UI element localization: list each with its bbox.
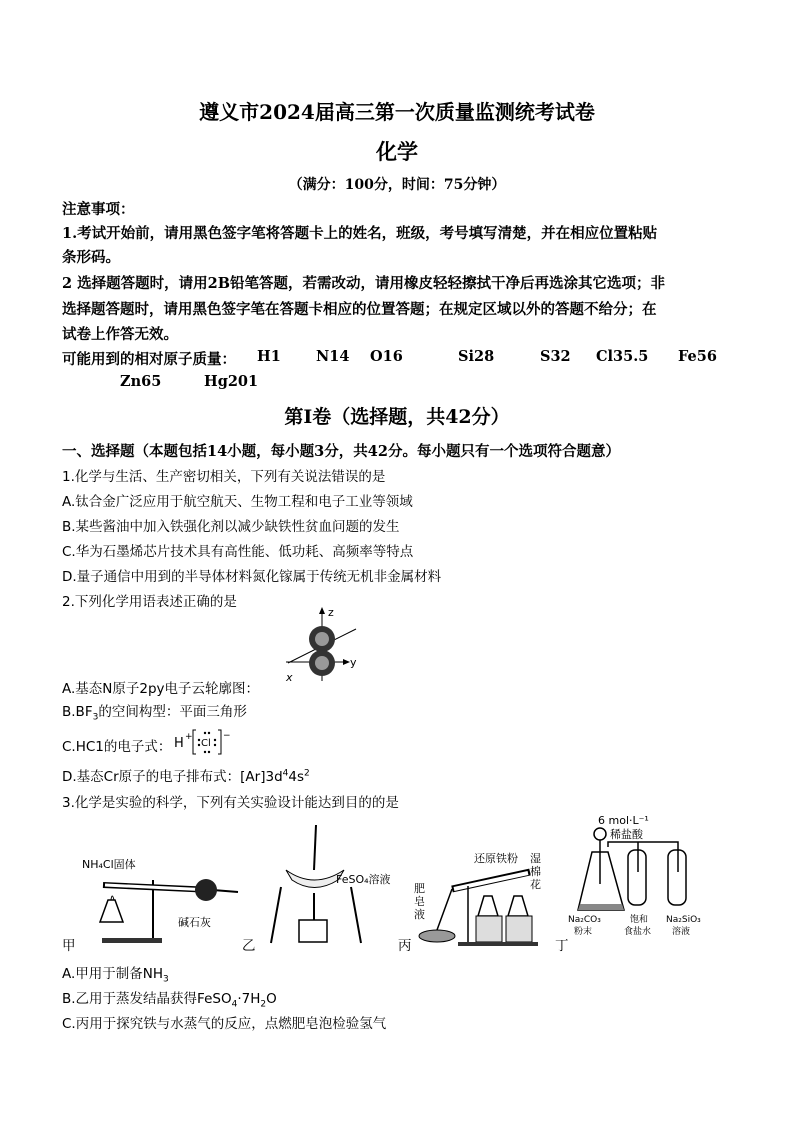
atomic-mass-item: Hg201 [204, 373, 259, 390]
electron-dot [208, 751, 210, 753]
section-instructions: 一、选择题（本题包括14小题，每小题3分，共42分。每小题只有一个选项符合题意） [62, 443, 620, 460]
conical-flask [578, 852, 624, 910]
atomic-mass-item: Si28 [458, 348, 495, 365]
ding-label-solution: 溶液 [672, 927, 691, 937]
notice-item2-line3: 试卷上作答无效。 [62, 326, 178, 343]
atomic-mass-item: Fe56 [678, 348, 717, 365]
bing-label-soap2: 皂 [414, 895, 425, 908]
q1-option-c: C.华为石墨烯芯片技术具有高性能、低功耗、高频率等特点 [62, 544, 414, 560]
q2-b-pre: B.BF [62, 704, 93, 720]
notice-heading: 注意事项： [62, 201, 135, 218]
q2-d-sup1: 4 [282, 768, 289, 779]
ding-label-na2sio3: Na₂SiO₃ [666, 915, 701, 925]
atomic-mass-label: 可能用到的相对原子质量： [62, 351, 236, 368]
atomic-mass-item: O16 [370, 348, 403, 365]
q2-option-a: A.基态N原子2py电子云轮廓图： [62, 681, 260, 697]
apparatus-ding [568, 812, 718, 947]
q2-option-d [62, 765, 310, 785]
drying-bulb [195, 879, 217, 901]
delivery-tube [437, 889, 452, 930]
q3-b-sub1: 4 [231, 999, 238, 1010]
q1-option-b: B.某些酱油中加入铁强化剂以减少缺铁性贫血问题的发生 [62, 519, 400, 535]
bracket-right [218, 730, 221, 754]
ding-label-powder: 粉末 [574, 927, 593, 937]
soap-dish [419, 930, 455, 942]
atomic-mass-item: Zn65 [120, 373, 162, 390]
lamp-2 [508, 896, 528, 916]
q2-b-sub: 3 [92, 712, 99, 723]
charge-minus: − [223, 731, 231, 741]
orbital-lobe-lower-core [315, 656, 329, 670]
bing-label-soap3: 液 [414, 908, 425, 921]
stand-base [102, 938, 162, 943]
stand-base [458, 942, 538, 946]
q3-b-sub2: 2 [260, 999, 267, 1010]
q3-b-mid: ·7H [237, 991, 261, 1007]
electron-dot [204, 751, 206, 753]
section-title: 第Ⅰ卷（选择题，共42分） [284, 406, 510, 428]
bing-label-iron: 还原铁粉 [474, 852, 518, 865]
notice-item2-line2: 选择题答题时，请用黑色签字笔在答题卡相应的位置答题；在规定区域以外的答题不给分；在 [62, 301, 657, 318]
q1-stem: 1.化学与生活、生产密切相关，下列有关说法错误的是 [62, 469, 386, 485]
orbital-lobe-upper-core [315, 632, 329, 646]
q1-option-d: D.量子通信中用到的半导体材料氮化镓属于传统无机非金属材料 [62, 569, 442, 585]
notice-item1-line1: 1.考试开始前，请用黑色签字笔将答题卡上的姓名，班级，考号填写清楚，并在相应位置粘贴 [62, 225, 658, 242]
electron-dot [214, 744, 216, 746]
electron-dot [198, 744, 200, 746]
lamp-1 [478, 896, 498, 916]
atomic-mass-item: N14 [316, 348, 350, 365]
reaction-tube-inner [454, 873, 528, 889]
bing-label-wet3: 花 [530, 878, 541, 891]
alcohol-lamp [100, 900, 123, 922]
charge-plus: + [185, 732, 193, 742]
funnel-bulb [594, 828, 606, 840]
bing-label-wet2: 棉 [530, 865, 541, 878]
apparatus-jia [78, 850, 248, 945]
bracket-left [193, 730, 196, 754]
ding-label-brine: 食盐水 [624, 927, 652, 937]
flask-contents [578, 904, 624, 910]
glass-rod [314, 825, 316, 870]
axis-label-z: z [328, 606, 334, 619]
q2-b-post: 的空间构型：平面三角形 [98, 704, 247, 720]
q3-option-c: C.丙用于探究铁与水蒸气的反应，点燃肥皂泡检验氢气 [62, 1016, 387, 1032]
ding-label-na2co3: Na₂CO₃ [568, 915, 601, 925]
y-axis-arrow [343, 659, 350, 665]
q2-d-pre: D.基态Cr原子的电子排布式：[Ar]3d [62, 769, 283, 785]
electron-dot [208, 732, 210, 734]
fig-label-bing: 丙 [398, 938, 412, 954]
ding-label-saturated: 饱和 [630, 915, 649, 925]
atomic-mass-item: S32 [540, 348, 571, 365]
q2-option-b [62, 700, 247, 723]
atomic-mass-item: Cl35.5 [596, 348, 649, 365]
q2-d-sup2: 2 [304, 768, 310, 779]
q3-a-pre: A.甲用于制备NH [62, 966, 164, 982]
jia-label-lime: 碱石灰 [178, 916, 211, 929]
apparatus-bing [412, 844, 562, 949]
q2-option-c [62, 735, 171, 755]
electron-dot [214, 739, 216, 741]
ding-label-conc: 6 mol·L⁻¹ [598, 814, 649, 827]
q3-b-post: O [266, 991, 277, 1007]
q2-d-mid: 4s [288, 769, 304, 785]
notice-item2-line1: 2 选择题答题时，请用2B铅笔答题，若需改动，请用橡皮轻轻擦拭干净后再选涂其它选项；非 [62, 275, 665, 292]
axis-label-x: x [286, 671, 293, 684]
axis-label-y: y [350, 656, 357, 669]
q3-option-b [62, 987, 277, 1010]
hydrogen-symbol: H [174, 736, 184, 751]
q3-b-pre: B.乙用于蒸发结晶获得FeSO [62, 991, 232, 1007]
q2-c-pre: C.HC1的电子式： [62, 739, 172, 755]
z-axis-arrow [319, 607, 325, 614]
subject-title: 化学 [376, 139, 418, 164]
p-orbital-diagram [284, 605, 364, 685]
jia-label-nh4cl: NH₄Cl固体 [82, 858, 136, 871]
chlorine-symbol: Cl [201, 738, 211, 749]
fig-label-yi: 乙 [242, 938, 256, 954]
fig-label-jia: 甲 [62, 938, 76, 954]
bing-label-soap1: 肥 [414, 882, 425, 895]
ding-label-acid: 稀盐酸 [610, 828, 643, 841]
electron-dot [204, 732, 206, 734]
notice-item1-line2: 条形码。 [62, 249, 120, 266]
block-1 [476, 916, 502, 942]
page-title: 遵义市2024届高三第一次质量监测统考试卷 [199, 100, 595, 124]
q3-a-sub: 3 [163, 974, 169, 985]
test-tube-1 [628, 850, 646, 905]
apparatus-yi [266, 825, 406, 947]
test-tube-2 [668, 850, 686, 905]
yi-label-feso4: FeSO₄溶液 [336, 873, 391, 886]
q2-stem: 2.下列化学用语表述正确的是 [62, 594, 237, 610]
bing-label-wet1: 湿 [530, 852, 541, 865]
exam-info: （满分：100分，时间：75分钟） [288, 177, 506, 193]
q1-option-a: A.钛合金广泛应用于航空航天、生物工程和电子工业等领域 [62, 494, 413, 510]
q3-stem: 3.化学是实验的科学，下列有关实验设计能达到目的的是 [62, 795, 399, 811]
electron-dot [198, 739, 200, 741]
burner [299, 920, 327, 942]
block-2 [506, 916, 532, 942]
atomic-mass-item: H1 [257, 348, 281, 365]
fig-label-ding: 丁 [555, 938, 569, 954]
q3-option-a [62, 962, 169, 985]
electron-dot-formula [174, 727, 236, 757]
